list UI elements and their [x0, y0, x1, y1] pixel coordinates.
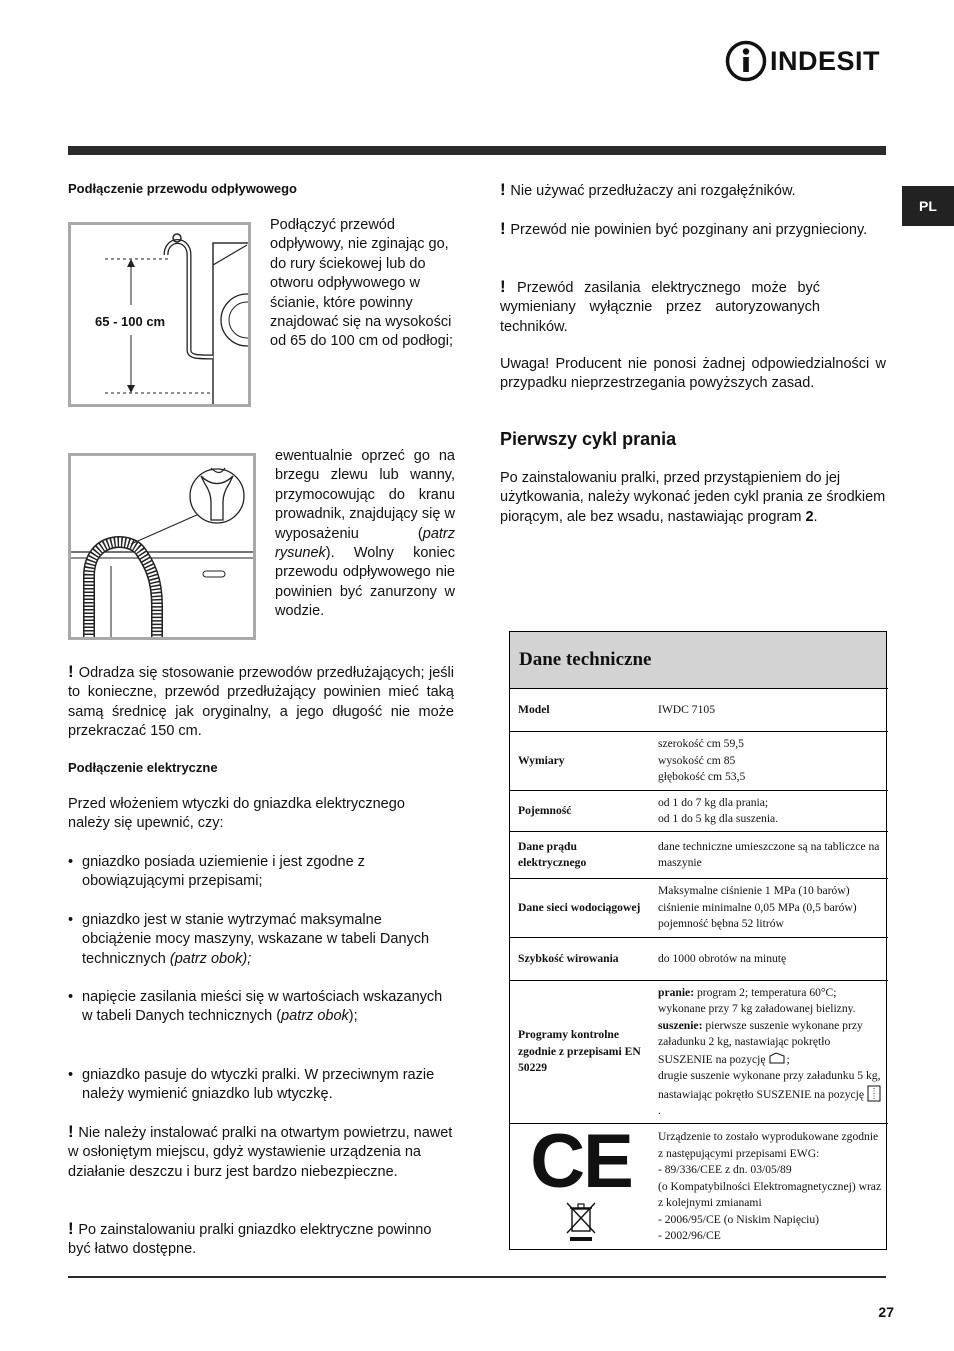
warning-icon: !	[68, 1219, 79, 1238]
warning-icon: !	[68, 1122, 79, 1141]
drain-warning: ! Odradza się stosowanie przewodów przedłużających; jeśli to konieczne, przewód przedłużający powinien mieć taką samą średnicę jak oryginalny, a jego długość nie może przekraczać 150 cm.	[68, 662, 454, 740]
weee-crossed-bin-icon	[563, 1200, 599, 1242]
drain-text-1: Podłączyć przewód odpływowy, nie zginając go, do rury ściekowej lub do otworu odpływowego w ścianie, które powinny znajdować się na wysokości od 65 do 100 cm od podłogi;	[270, 217, 453, 350]
right-note: Uwaga! Producent nie ponosi żadnej odpowiedzialności w przypadku nieprzestrzegania powyższych zasad.	[500, 356, 886, 392]
sink-hook-icon	[71, 456, 253, 637]
right-warning-3: ! Przewód zasilania elektrycznego może być wymieniany wyłącznie przez autoryzowanych techników.	[500, 277, 821, 335]
page-number: 27	[878, 1304, 894, 1320]
table-row: Wymiary szerokość cm 59,5 wysokość cm 85 głębokość cm 53,5	[510, 732, 888, 791]
warning-icon: !	[500, 219, 511, 238]
electric-heading: Podłączenie elektryczne	[68, 760, 218, 775]
warning-icon: !	[500, 277, 518, 296]
electric-bullet-4: • gniazdko pasuje do wtyczki pralki. W przeciwnym razie należy wymienić gniazdko lub wtyczkę.	[68, 1067, 435, 1103]
electric-bullet-3: • napięcie zasilania mieści się w wartościach wskazanych w tabeli Danych technicznych (patrz obok);	[68, 989, 443, 1025]
table-row: CE Urządzenie to zostało wyprodukowane zgodnie z następującymi przepisami EWG: - 89/336/CEE z dn. 03/05/89 (o Kompatybilności Elektromagnetycznej) wraz z kolejnymi zmianami - 2006/95/CE (o Niskim Napięciu) - 2002/96/CE	[510, 1124, 888, 1250]
table-row: Model IWDC 7105	[510, 689, 888, 732]
table-row: Programy kontrolne zgodnie z przepisami EN 50229 pranie: program 2; temperatura 60°C; wykonane przy 7 kg załadowanej bielizny. suszenie: pierwsze suszenie wykonane przy załadunku 2 kg, nastawiając pokrętło SUSZENIE na pozycję ; drugie suszenie wykonane przy załadunku 5 kg, nastawiając pokrętło SUSZENIE na pozycję .	[510, 981, 888, 1124]
top-rule	[68, 146, 886, 155]
cupboard-dry-icon	[867, 1085, 881, 1102]
tech-data-rows	[510, 688, 888, 1250]
warning-icon: !	[68, 662, 79, 681]
dry-time-icon	[768, 1051, 786, 1065]
drain-text-2: ewentualnie oprzeć go na brzegu zlewu lub wanny, przymocowując do kranu prowadnik, znajdujący się w wyposażeniu (patrz rysunek). Wolny koniec przewodu odpływowego nie powinien być zanurzony w wodzie.	[275, 448, 455, 620]
ce-mark: CE	[530, 1119, 632, 1204]
first-cycle-text: Po zainstalowaniu pralki, przed przystąpieniem do jej użytkowania, należy wykonać jeden cykl prania ze środkiem piorącym, ale bez wsadu, nastawiając program 2.	[500, 470, 886, 525]
table-row: Pojemność od 1 do 7 kg dla prania; od 1 do 5 kg dla suszenia.	[510, 791, 888, 832]
electric-bullet-1: • gniazdko posiada uziemienie i jest zgodne z obowiązującymi przepisami;	[68, 854, 365, 890]
table-row: Szybkość wirowania do 1000 obrotów na minutę	[510, 938, 888, 981]
table-row: Dane prądu elektrycznego dane techniczne umieszczone są na tabliczce na maszynie	[510, 832, 888, 879]
right-warning-2: ! Przewód nie powinien być pozginany ani przygnieciony.	[500, 219, 868, 238]
drain-height-figure	[68, 222, 251, 407]
warning-icon: !	[500, 180, 511, 199]
drain-sink-figure	[68, 453, 256, 640]
electric-warning-2: ! Po zainstalowaniu pralki gniazdko elektryczne powinno być łatwo dostępne.	[68, 1219, 432, 1258]
language-tab: PL	[902, 186, 954, 226]
first-cycle-heading: Pierwszy cykl prania	[500, 429, 677, 449]
bottom-rule	[68, 1276, 886, 1278]
height-range-label: 65 - 100 cm	[95, 314, 166, 329]
tech-data-table	[509, 631, 887, 1250]
brand-logo	[724, 40, 888, 82]
brand-name: INDESIT	[770, 46, 881, 76]
right-warning-1: ! Nie używać przedłużaczy ani rozgałęźników.	[500, 180, 796, 199]
electric-bullet-2: • gniazdko jest w stanie wytrzymać maksymalne obciążenie mocy maszyny, wskazane w tabeli Danych technicznych (patrz obok);	[68, 912, 430, 967]
tech-data-title: Dane techniczne	[510, 632, 886, 688]
electric-intro: Przed włożeniem wtyczki do gniazdka elektrycznego należy się upewnić, czy:	[68, 796, 405, 832]
electric-warning-1: ! Nie należy instalować pralki na otwartym powietrzu, nawet w osłoniętym miejscu, gdyż wystawienie urządzenia na działanie deszczu i burz jest bardzo niebezpieczne.	[68, 1122, 453, 1180]
drain-heading: Podłączenie przewodu odpływowego	[68, 181, 297, 196]
table-row: Dane sieci wodociągowej Maksymalne ciśnienie 1 MPa (10 barów) ciśnienie minimalne 0,05 MPa (0,5 barów) pojemność bębna 52 litrów	[510, 879, 888, 938]
indesit-logo-icon	[724, 40, 768, 82]
